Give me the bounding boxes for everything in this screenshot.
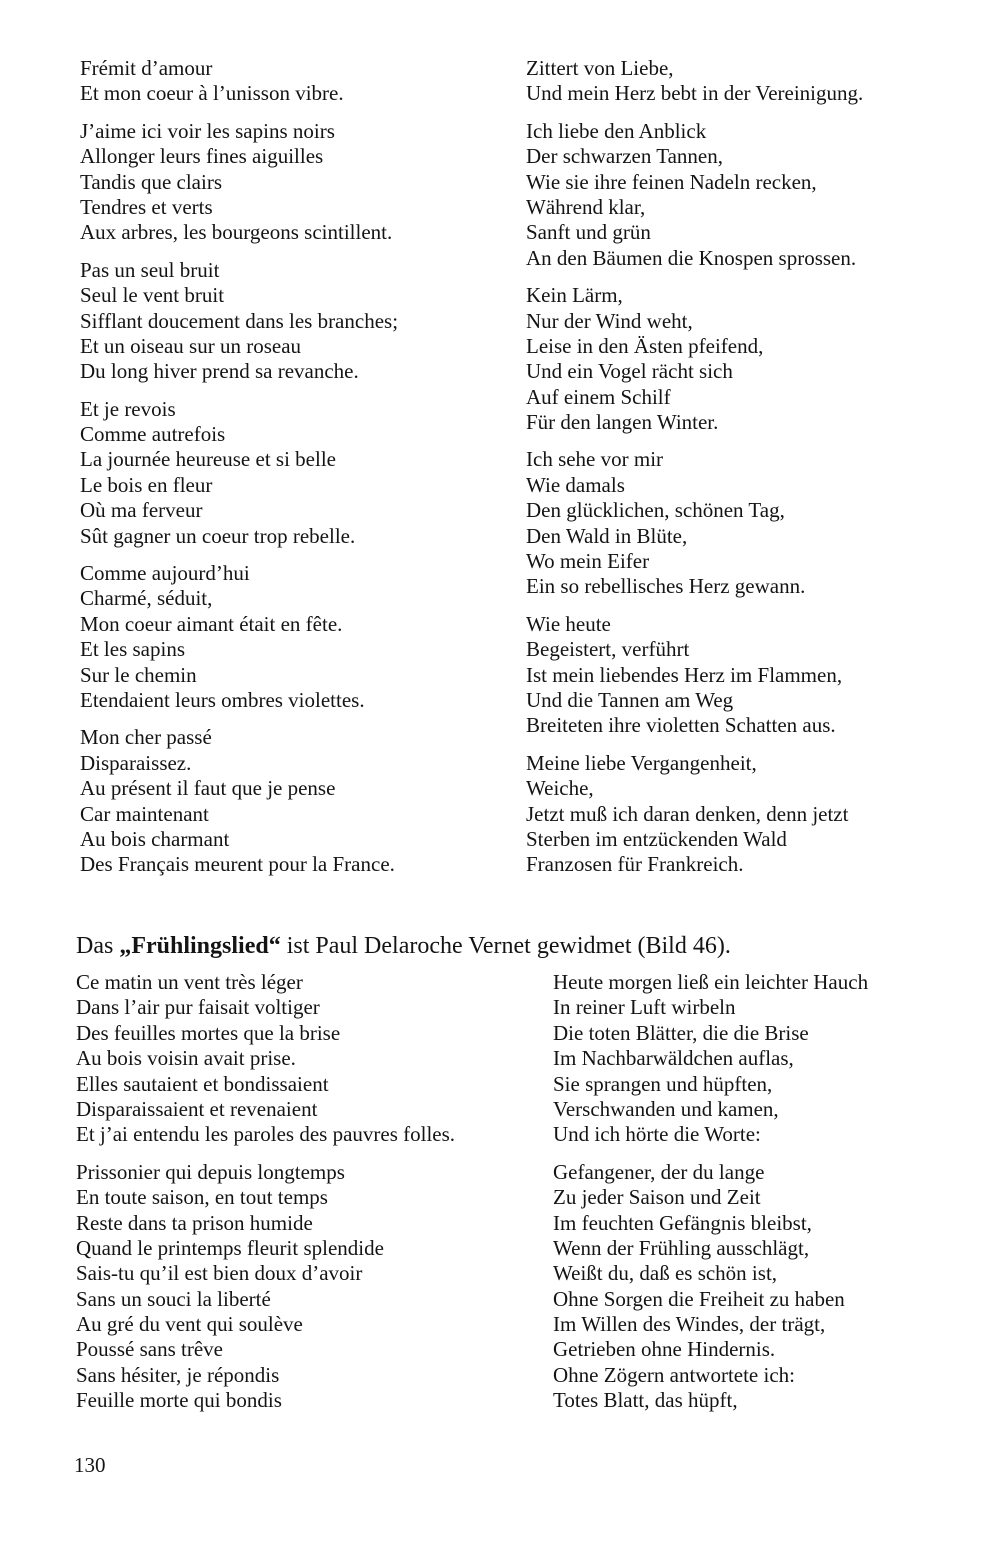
poem-line: Totes Blatt, das hüpft,: [553, 1388, 738, 1413]
poem-line: Disparaissaient et revenaient: [76, 1096, 318, 1121]
poem-line: Et un oiseau sur un roseau: [80, 333, 302, 358]
poem-line: Heute morgen ließ ein leichter Hauch: [553, 970, 869, 994]
poem-line: Wo mein Eifer: [526, 549, 650, 574]
stanza: [80, 119, 398, 246]
stanza: [526, 751, 863, 878]
heading-poem-title: „Frühlingslied“: [119, 933, 281, 959]
poem-line: Breiteten ihre violetten Schatten aus.: [526, 713, 836, 738]
poem-line: Sans un souci la liberté: [76, 1286, 271, 1311]
stanza: [80, 258, 398, 385]
poem-line: Den glücklichen, schönen Tag,: [526, 498, 785, 523]
poem-line: Nur der Wind weht,: [526, 308, 693, 333]
stanza: [553, 1160, 868, 1414]
poem-line: Zu jeder Saison und Zeit: [553, 1185, 761, 1210]
stanza: [526, 612, 863, 739]
poem-line: Mon coeur aimant était en fête.: [80, 611, 343, 636]
poem-line: Begeistert, verführt: [526, 637, 690, 662]
poem-line: Comme autrefois: [80, 422, 226, 447]
poem-line: Pas un seul bruit: [80, 257, 220, 282]
poem-line: Weißt du, daß es schön ist,: [553, 1261, 778, 1286]
poem-line: Sie sprangen und hüpften,: [553, 1071, 773, 1096]
poem-line: En toute saison, en tout temps: [76, 1185, 328, 1210]
poem-line: Et je revois: [80, 396, 176, 421]
poem-line: Ohne Sorgen die Freiheit zu haben: [553, 1286, 845, 1311]
poem-line: Reste dans ta prison humide: [76, 1210, 313, 1235]
poem-line: Kein Lärm,: [526, 283, 623, 308]
section-heading: [76, 930, 731, 962]
poem-line: J’aime ici voir les sapins noirs: [80, 118, 335, 143]
poem-line: Seul le vent bruit: [80, 283, 225, 308]
poem-line: Und ein Vogel rächt sich: [526, 359, 733, 384]
poem-line: Auf einem Schilf: [526, 384, 671, 409]
heading-dedication: ist Paul Delaroche Vernet gewidmet (Bild 46).: [280, 933, 731, 959]
poem-line: Où ma ferveur: [80, 498, 203, 523]
stanza: [76, 1160, 455, 1414]
poem-line: Etendaient leurs ombres violettes.: [80, 687, 365, 712]
stanza: [80, 561, 398, 713]
poem-line: Sans hésiter, je répondis: [76, 1362, 280, 1387]
poem-line: Wenn der Frühling ausschlägt,: [553, 1235, 810, 1260]
poem-line: Ohne Zögern antwortete ich:: [553, 1362, 795, 1387]
poem-line: Und ich hörte die Worte:: [553, 1122, 761, 1147]
poem-line: Weiche,: [526, 776, 594, 801]
stanza: [553, 970, 868, 1148]
poem-line: Au bois charmant: [80, 826, 230, 851]
poem-line: Du long hiver prend sa revanche.: [80, 359, 359, 384]
poem-line: Die toten Blätter, die die Brise: [553, 1020, 809, 1045]
poem-line: Charmé, séduit,: [80, 586, 213, 611]
poem-line: Getrieben ohne Hindernis.: [553, 1337, 776, 1362]
poem-line: Und mein Herz bebt in der Vereinigung.: [526, 81, 864, 106]
poem-line: Quand le printemps fleurit splendide: [76, 1235, 384, 1260]
poem-line: Allonger leurs fines aiguilles: [80, 144, 324, 169]
heading-prefix: Das: [76, 933, 120, 959]
poem-line: Meine liebe Vergangenheit,: [526, 750, 757, 775]
poem-line: Comme aujourd’hui: [80, 561, 250, 586]
poem-line: Des feuilles mortes que la brise: [76, 1020, 341, 1045]
poem-line: Ich liebe den Anblick: [526, 118, 707, 143]
poem-line: Et les sapins: [80, 637, 185, 662]
poem-line: An den Bäumen die Knospen sprossen.: [526, 245, 857, 270]
poem-line: Leise in den Ästen pfeifend,: [526, 333, 764, 358]
poem-line: Tandis que clairs: [80, 169, 222, 194]
poem-line: Dans l’air pur faisait voltiger: [76, 995, 320, 1020]
poem-line: Wie sie ihre feinen Nadeln recken,: [526, 169, 817, 194]
poem-line: Für den langen Winter.: [526, 410, 719, 435]
poem-line: Ein so rebellisches Herz gewann.: [526, 574, 806, 599]
poem-line: Le bois en fleur: [80, 472, 213, 497]
poem-line: In reiner Luft wirbeln: [553, 995, 736, 1020]
stanza: [526, 283, 863, 435]
poem-line: Gefangener, der du lange: [553, 1159, 765, 1184]
poem-line: Feuille morte qui bondis: [76, 1388, 282, 1413]
poem-line: Sifflant doucement dans les branches;: [80, 308, 399, 333]
poem-line: Des Français meurent pour la France.: [80, 852, 395, 877]
page-number: 130: [74, 1453, 106, 1477]
poem-line: Im feuchten Gefängnis bleibst,: [553, 1210, 812, 1235]
poem-line: Im Willen des Windes, der trägt,: [553, 1312, 826, 1337]
poem-line: Und die Tannen am Weg: [526, 687, 734, 712]
stanza: [76, 970, 455, 1148]
stanza: [80, 725, 398, 877]
stanza: [80, 56, 398, 107]
poem-line: La journée heureuse et si belle: [80, 447, 336, 472]
stanza: [526, 56, 863, 107]
poem-line: Elles sautaient et bondissaient: [76, 1071, 329, 1096]
poem-line: Sais-tu qu’il est bien doux d’avoir: [76, 1261, 363, 1286]
poem-line: Au gré du vent qui soulève: [76, 1312, 303, 1337]
poem-line: Aux arbres, les bourgeons scintillent.: [80, 220, 393, 245]
poem-line: Au bois voisin avait prise.: [76, 1046, 296, 1071]
poem-line: Disparaissez.: [80, 750, 192, 775]
stanza: [526, 447, 863, 599]
poem-line: Jetzt muß ich daran denken, denn jetzt: [526, 801, 849, 826]
poem-line: Et j’ai entendu les paroles des pauvres folles.: [76, 1122, 456, 1147]
poem-line: Ist mein liebendes Herz im Flammen,: [526, 662, 843, 687]
poem-line: Wie damals: [526, 472, 625, 497]
german-translation-column-1: [526, 56, 863, 890]
poem-line: Der schwarzen Tannen,: [526, 144, 723, 169]
poem-line: Car maintenant: [80, 801, 209, 826]
poem-line: Ich sehe vor mir: [526, 447, 664, 472]
poem-line: Et mon coeur à l’unisson vibre.: [80, 81, 344, 106]
poem-line: Sanft und grün: [526, 220, 651, 245]
poem-line: Zittert von Liebe,: [526, 56, 674, 80]
poem-line: Franzosen für Frankreich.: [526, 852, 744, 877]
french-poem-column-1: [80, 56, 398, 890]
poem-line: Tendres et verts: [80, 194, 213, 219]
poem-line: Im Nachbarwäldchen auflas,: [553, 1046, 794, 1071]
poem-line: Mon cher passé: [80, 725, 212, 750]
poem-line: Sût gagner un coeur trop rebelle.: [80, 523, 356, 548]
stanza: [80, 397, 398, 549]
stanza: [526, 119, 863, 271]
poem-line: Frémit d’amour: [80, 56, 213, 80]
poem-line: Den Wald in Blüte,: [526, 523, 688, 548]
poem-line: Während klar,: [526, 194, 646, 219]
poem-line: Sur le chemin: [80, 662, 197, 687]
poem-line: Prissonier qui depuis longtemps: [76, 1159, 345, 1184]
poem-line: Sterben im entzückenden Wald: [526, 826, 787, 851]
poem-line: Au présent il faut que je pense: [80, 776, 336, 801]
french-poem-column-2: [76, 970, 455, 1426]
poem-line: Wie heute: [526, 611, 611, 636]
poem-line: Poussé sans trêve: [76, 1337, 223, 1362]
german-translation-column-2: [553, 970, 868, 1426]
poem-line: Ce matin un vent très léger: [76, 970, 303, 994]
poem-line: Verschwanden und kamen,: [553, 1096, 779, 1121]
